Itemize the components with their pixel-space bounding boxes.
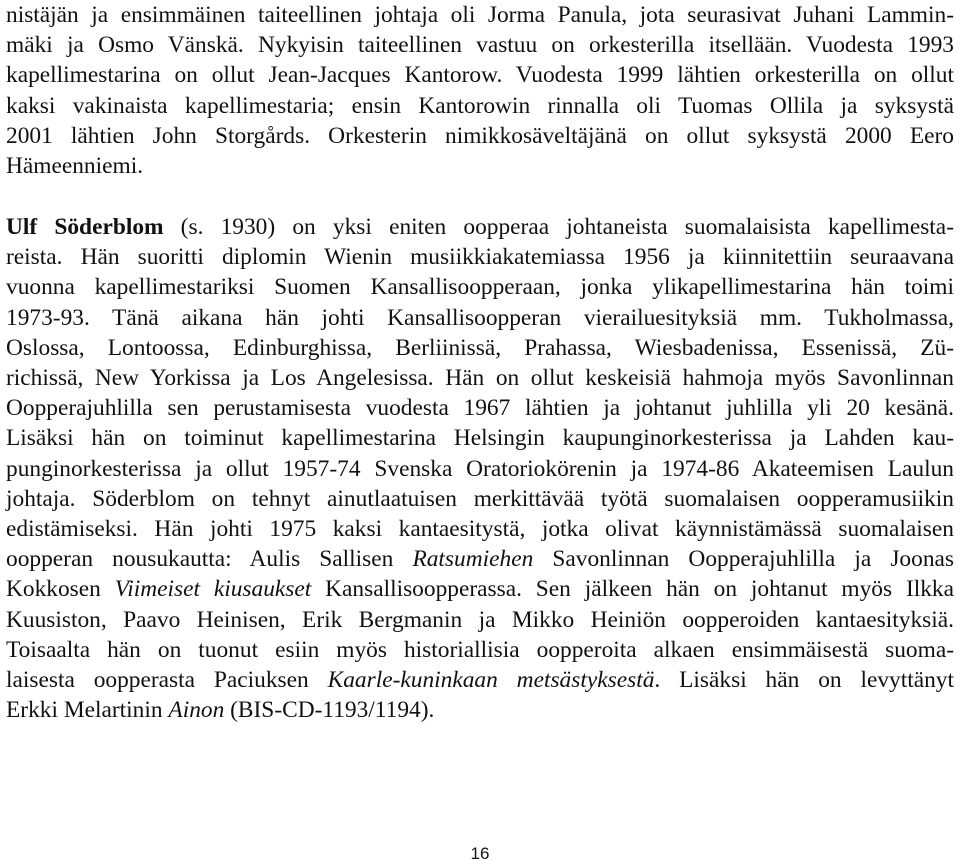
paragraph-ulf-soderblom <box>6 212 954 725</box>
text-line: Oslossa, Lontoossa, Edinburghissa, Berliinissä, Prahassa, Wiesbadenissa, Essenissä, Zü- <box>6 334 954 361</box>
text-line <box>6 695 954 725</box>
text-line: kaksi vakinaista kapellimestaria; ensin Kantorowin rinnalla oli Tuomas Ollila ja syksystä <box>6 92 954 119</box>
text-line <box>6 665 954 695</box>
text-line-rest: (s. 1930) on yksi eniten oopperaa johtaneista suomalaisista kapellimesta- <box>163 214 954 240</box>
opera-title: Ainon <box>168 697 225 724</box>
text-line: Hämeenniemi. <box>6 153 144 180</box>
text-segment: oopperan nousukautta: Aulis Sallisen <box>6 546 413 573</box>
text-line: reista. Hän suoritti diplomin Wienin musiikkiakatemiassa 1956 ja kiinnitettiin seuraavana <box>6 244 954 271</box>
text-segment: Kokkosen <box>6 576 115 603</box>
page-number: 16 <box>470 844 490 863</box>
text-line: Kuusiston, Paavo Heinisen, Erik Bergmanin ja Mikko Heiniön oopperoiden kantaesityksiä. <box>6 606 954 633</box>
text-line: punginorkesterissa ja ollut 1957-74 Svenska Oratoriokörenin ja 1974-86 Akateemisen Laulun <box>6 455 954 482</box>
text-line: Oopperajuhlilla sen perustamisesta vuodesta 1967 lähtien ja johtanut juhlilla yli 20 kesänä. <box>6 395 954 422</box>
text-line <box>6 544 954 574</box>
text-segment: Savonlinnan Oopperajuhlilla ja Joonas <box>533 546 954 573</box>
opera-title: Kaarle-kuninkaan metsästyksestä <box>327 667 655 694</box>
paragraph-orchestra-history <box>6 0 954 181</box>
text-segment: Kansallisoopperassa. Sen jälkeen hän on johtanut myös Ilkka <box>311 576 954 603</box>
text-line: 2001 lähtien John Storgårds. Orkesterin nimikkosäveltäjänä on ollut syksystä 2000 Eero <box>6 122 954 149</box>
text-line: mäki ja Osmo Vänskä. Nykyisin taiteellinen vastuu on orkesterilla itsellään. Vuodesta 1993 <box>6 32 954 59</box>
opera-title: Ratsumiehen <box>412 546 534 573</box>
text-line <box>6 574 954 604</box>
text-line <box>6 212 954 242</box>
text-segment: (BIS-CD-1193/1194). <box>224 697 435 724</box>
text-line: nistäjän ja ensimmäinen taiteellinen johtaja oli Jorma Panula, jota seurasivat Juhani Lammin- <box>6 2 954 28</box>
text-line: edistämiseksi. Hän johti 1975 kaksi kantaesitystä, jotka olivat käynnistämässä suomalaisen <box>6 516 954 543</box>
text-segment: . Lisäksi hän on levyttänyt <box>654 667 954 694</box>
text-segment: Erkki Melartinin <box>6 697 169 724</box>
text-line: Toisaalta hän on tuonut esiin myös historiallisia oopperoita alkaen ensimmäisestä suoma- <box>6 636 954 663</box>
text-line: 1973-93. Tänä aikana hän johti Kansallisoopperan vierailuesityksiä mm. Tukholmassa, <box>6 304 954 331</box>
opera-title: Viimeiset kiusaukset <box>114 576 312 603</box>
text-segment: laisesta oopperasta Paciuksen <box>6 667 328 694</box>
text-line: vuonna kapellimestariksi Suomen Kansallisoopperaan, jonka ylikapellimestarina hän toimi <box>6 274 954 301</box>
text-line: richissä, New Yorkissa ja Los Angelesissa. Hän on ollut keskeisiä hahmoja myös Savonlinnan <box>6 365 954 392</box>
text-line: Lisäksi hän on toiminut kapellimestarina Helsingin kaupunginorkesterissa ja Lahden kau- <box>6 425 954 452</box>
person-name: Ulf Söderblom <box>6 214 164 240</box>
text-line: kapellimestarina on ollut Jean-Jacques Kantorow. Vuodesta 1999 lähtien orkesterilla on ollut <box>6 62 954 89</box>
text-line: johtaja. Söderblom on tehnyt ainutlaatuisen merkittävää työtä suomalaisen oopperamusiikin <box>6 485 954 512</box>
